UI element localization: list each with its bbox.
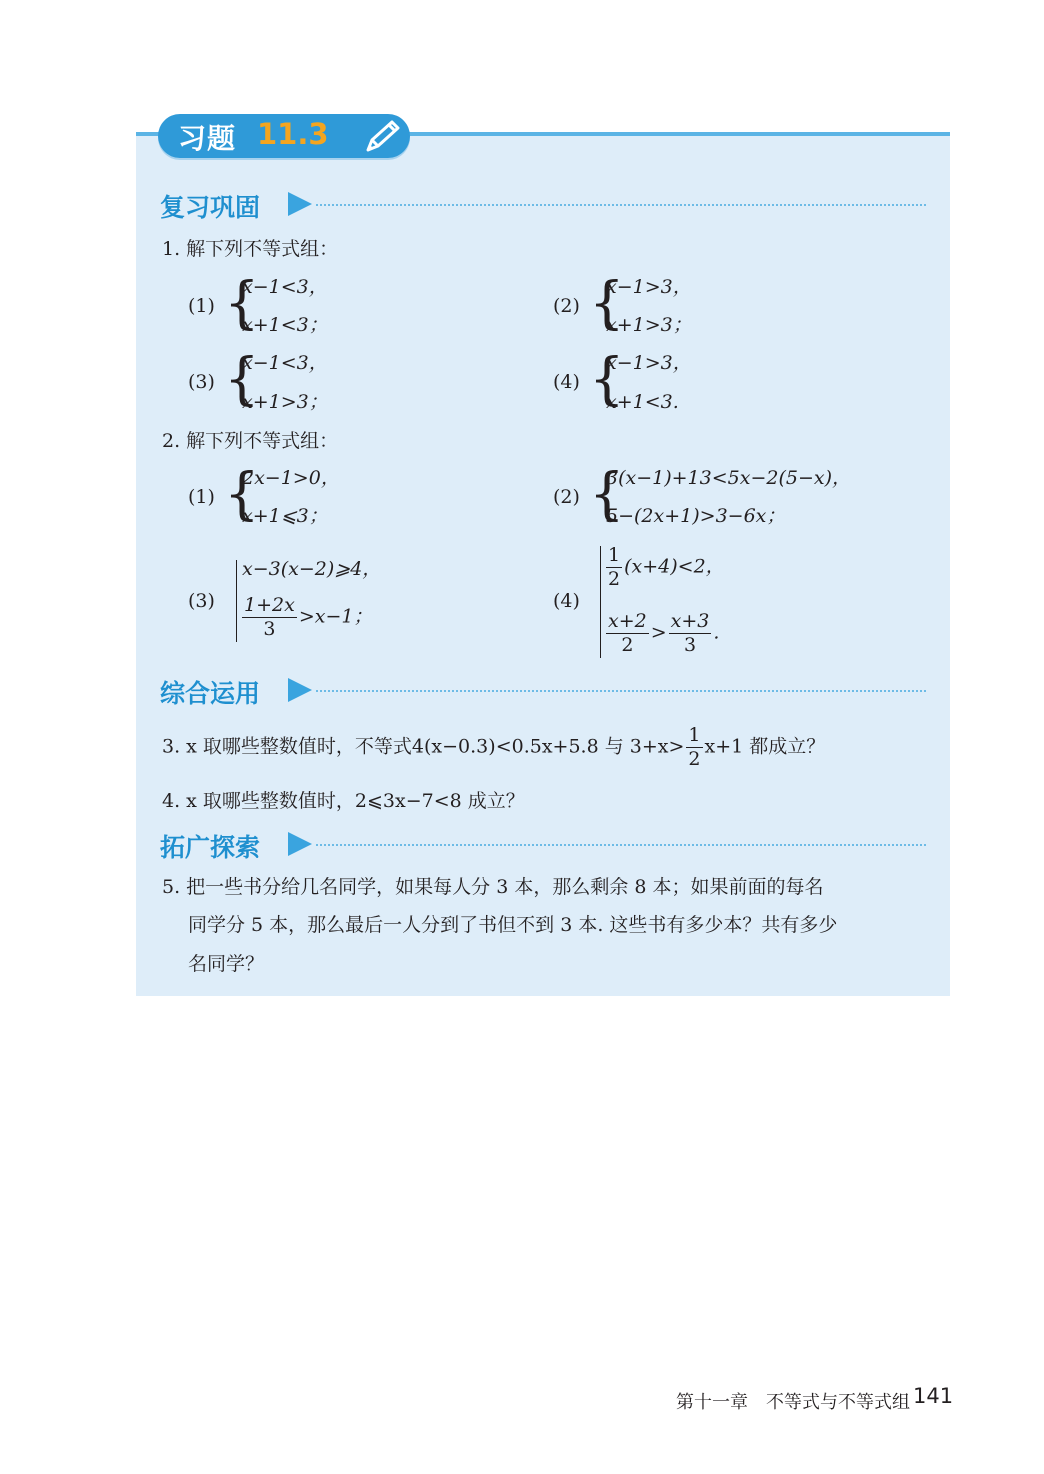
exercise-number: 11.3 <box>257 117 329 151</box>
q2-item-line <box>604 546 725 589</box>
q2-item-label: (3) <box>188 590 215 612</box>
q1-item-line: x+1>3； <box>606 314 692 336</box>
fraction <box>242 596 297 639</box>
fraction-numerator: 1+2x <box>244 594 295 616</box>
fraction-denominator: 3 <box>263 618 276 640</box>
inequality-sign: > <box>650 621 667 644</box>
fraction-denominator: 2 <box>621 634 634 656</box>
system-brace: { <box>589 462 625 527</box>
fraction-numerator: x+3 <box>670 610 710 632</box>
inequality-end: . <box>713 621 720 644</box>
section-divider <box>316 690 926 692</box>
q1-item-line: x−1>3， <box>606 276 692 298</box>
fraction <box>606 546 622 589</box>
section-explore-title: 拓广探索 <box>160 833 261 862</box>
q1-item-label: (2) <box>553 295 580 317</box>
q2-item-label: (1) <box>188 486 215 508</box>
q1-item-label: (3) <box>188 371 215 393</box>
q4-text: 4. x 取哪些整数值时，2⩽3x−7<8 成立？ <box>162 790 525 812</box>
q5-line: 名同学？ <box>188 953 265 975</box>
q1-item-line: x+1<3； <box>242 314 328 336</box>
fraction-numerator: 1 <box>608 544 621 566</box>
fraction-numerator: x+2 <box>608 610 647 632</box>
system-brace: { <box>224 347 260 412</box>
section-arrow-icon <box>288 678 312 702</box>
inequality-rest: (x+4)<2， <box>624 555 725 578</box>
pencil-icon <box>360 116 404 156</box>
q1-item-line: x−1<3， <box>242 352 328 374</box>
q3-post: x+1 都成立？ <box>704 735 826 758</box>
fraction-denominator: 2 <box>608 568 621 590</box>
q2-item-line <box>240 596 372 639</box>
fraction <box>669 612 712 655</box>
system-brace: { <box>224 462 260 527</box>
q1-stem: 1. 解下列不等式组： <box>162 238 339 260</box>
q2-item-label: (2) <box>553 486 580 508</box>
q1-item-line: x−1>3， <box>606 352 692 374</box>
inequality-rest: >x−1； <box>298 605 373 628</box>
q1-item-line: x+1<3. <box>606 391 679 413</box>
section-arrow-icon <box>288 832 312 856</box>
q2-stem: 2. 解下列不等式组： <box>162 430 339 452</box>
system-brace: { <box>589 271 625 336</box>
q5-line: 5. 把一些书分给几名同学，如果每人分 3 本，那么剩余 8 本；如果前面的每名 <box>162 876 824 898</box>
section-arrow-icon <box>288 192 312 216</box>
q2-item-label: (4) <box>553 590 580 612</box>
section-review-title: 复习巩固 <box>160 193 261 222</box>
q2-item-line: x+1⩽3； <box>242 505 328 527</box>
system-brace: { <box>589 347 625 412</box>
q2-item-line: x−3(x−2)⩾4， <box>242 558 382 580</box>
q2-item-line: 2x−1>0， <box>242 467 340 489</box>
q2-item-line <box>604 612 719 655</box>
q1-item-line: x−1<3， <box>242 276 328 298</box>
fraction-denominator: 3 <box>683 634 697 656</box>
fraction <box>606 612 649 655</box>
fraction-denominator: 2 <box>688 748 701 770</box>
q1-item-line: x+1>3； <box>242 391 328 413</box>
section-apply-title: 综合运用 <box>160 679 261 708</box>
q2-item-line: 5−(2x+1)>3−6x； <box>606 505 786 527</box>
q1-item-label: (1) <box>188 295 215 317</box>
exercise-title: 习题 <box>178 122 237 155</box>
section-divider <box>316 204 926 206</box>
q3-text <box>162 726 825 769</box>
q3-pre: 3. x 取哪些整数值时，不等式4(x−0.3)<0.5x+5.8 与 3+x> <box>162 735 685 758</box>
section-divider <box>316 844 926 846</box>
q2-item-line: 3(x−1)+13<5x−2(5−x)， <box>606 467 852 489</box>
system-brace: { <box>224 271 260 336</box>
page-number: 141 <box>913 1384 954 1408</box>
fraction <box>686 726 702 769</box>
chapter-footer: 第十一章 不等式与不等式组 <box>676 1392 910 1413</box>
q5-line: 同学分 5 本，那么最后一人分到了书但不到 3 本. 这些书有多少本？共有多少 <box>188 914 838 936</box>
fraction-numerator: 1 <box>688 724 701 746</box>
q1-item-label: (4) <box>553 371 580 393</box>
